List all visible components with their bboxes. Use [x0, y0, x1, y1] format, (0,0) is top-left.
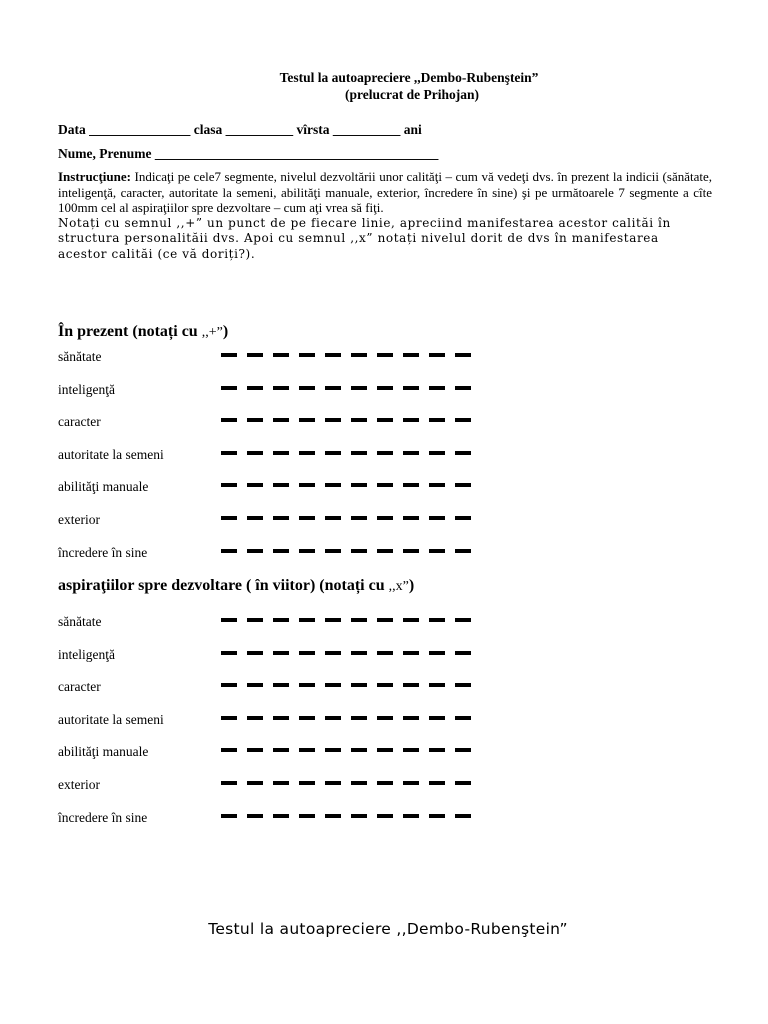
scale-segment — [221, 386, 237, 390]
scale-segment — [455, 418, 471, 422]
scale-segment — [351, 781, 367, 785]
scale-segment — [455, 451, 471, 455]
scale-segment — [325, 483, 341, 487]
scale-row — [58, 542, 498, 575]
scale-segment — [377, 748, 393, 752]
scale-row-label: autoritate la semeni — [58, 711, 164, 727]
scale-segment — [455, 549, 471, 553]
scale-segment — [273, 353, 289, 357]
scale-segment — [377, 683, 393, 687]
scale-segment — [351, 716, 367, 720]
scale-segment — [377, 451, 393, 455]
scale-segment — [377, 418, 393, 422]
footer-title-text: Testul la autoapreciere ,,Dembo-Rubenştein” — [208, 920, 568, 938]
scale-row — [58, 611, 498, 644]
document-subtitle: (prelucrat de Prihojan) — [345, 87, 479, 102]
scale-row-label: exterior — [58, 511, 100, 527]
scale-segment — [247, 451, 263, 455]
rating-scale-line[interactable] — [220, 618, 480, 622]
scale-row — [58, 346, 498, 379]
scale-segment — [429, 516, 445, 520]
scale-segment — [299, 516, 315, 520]
scale-row-label: abilităţi manuale — [58, 744, 149, 760]
scale-segment — [325, 716, 341, 720]
rating-scale-line[interactable] — [220, 683, 480, 687]
scale-segment — [403, 781, 419, 785]
scale-row-label: încredere în sine — [58, 544, 148, 560]
scale-row — [58, 509, 498, 542]
scale-segment — [221, 451, 237, 455]
scale-segment — [247, 516, 263, 520]
scale-segment — [455, 386, 471, 390]
rating-scale-line[interactable] — [220, 451, 480, 455]
scale-segment — [247, 549, 263, 553]
document-title: Testul la autoapreciere ,,Dembo-Rubenştein” — [279, 70, 539, 85]
scale-segment — [273, 549, 289, 553]
scale-segment — [403, 618, 419, 622]
scale-segment — [221, 516, 237, 520]
scale-segment — [351, 748, 367, 752]
scale-segment — [221, 618, 237, 622]
scale-segment — [273, 483, 289, 487]
scale-row-label: sănătate — [58, 349, 102, 364]
scale-segment — [429, 618, 445, 622]
scale-segment — [325, 683, 341, 687]
scale-segment — [247, 781, 263, 785]
scale-segment — [325, 418, 341, 422]
scale-segment — [429, 814, 445, 818]
scale-row-label: caracter — [58, 679, 101, 695]
scale-segment — [247, 651, 263, 655]
present-section-heading — [58, 323, 228, 341]
scale-segment — [273, 781, 289, 785]
scale-segment — [221, 483, 237, 487]
footer-title — [0, 920, 768, 938]
present-heading-close: ) — [222, 323, 229, 340]
scale-segment — [377, 549, 393, 553]
scale-segment — [429, 418, 445, 422]
scale-segment — [273, 418, 289, 422]
scale-segment — [273, 516, 289, 520]
instructions-block — [58, 169, 712, 262]
scale-segment — [299, 483, 315, 487]
present-heading-mark: ,,+” — [201, 325, 223, 340]
scale-row-label: inteligenţă — [58, 646, 115, 662]
scale-segment — [299, 814, 315, 818]
scale-row-label: sănătate — [58, 614, 102, 629]
scale-segment — [273, 386, 289, 390]
scale-row-label: exterior — [58, 776, 100, 792]
scale-segment — [273, 651, 289, 655]
scale-segment — [455, 716, 471, 720]
scale-segment — [351, 451, 367, 455]
scale-segment — [351, 353, 367, 357]
scale-segment — [325, 618, 341, 622]
scale-segment — [247, 386, 263, 390]
scale-segment — [377, 386, 393, 390]
scale-segment — [403, 683, 419, 687]
scale-segment — [377, 353, 393, 357]
scale-segment — [429, 353, 445, 357]
scale-segment — [351, 418, 367, 422]
scale-segment — [325, 516, 341, 520]
present-items-list — [58, 346, 498, 574]
scale-row-label: abilităţi manuale — [58, 479, 149, 495]
scale-segment — [351, 651, 367, 655]
rating-scale-line[interactable] — [220, 386, 480, 390]
scale-segment — [351, 483, 367, 487]
scale-segment — [273, 683, 289, 687]
scale-segment — [299, 353, 315, 357]
scale-segment — [325, 549, 341, 553]
scale-segment — [299, 549, 315, 553]
scale-segment — [403, 651, 419, 655]
scale-segment — [325, 781, 341, 785]
scale-segment — [351, 814, 367, 818]
scale-segment — [403, 451, 419, 455]
scale-segment — [299, 418, 315, 422]
scale-segment — [429, 651, 445, 655]
rating-scale-line[interactable] — [220, 549, 480, 553]
scale-segment — [299, 386, 315, 390]
scale-segment — [455, 748, 471, 752]
scale-segment — [247, 418, 263, 422]
scale-segment — [429, 386, 445, 390]
future-items-list — [58, 611, 498, 839]
rating-scale-line[interactable] — [220, 516, 480, 520]
scale-segment — [247, 353, 263, 357]
scale-segment — [455, 353, 471, 357]
scale-segment — [377, 483, 393, 487]
scale-segment — [247, 748, 263, 752]
scale-segment — [455, 516, 471, 520]
scale-segment — [429, 483, 445, 487]
scale-segment — [403, 716, 419, 720]
scale-row-label: autoritate la semeni — [58, 446, 164, 462]
date-class-age-field: Data _______________ clasa __________ vîrsta __________ ani — [58, 122, 422, 137]
scale-segment — [455, 483, 471, 487]
instructions-label: Instrucţiune: — [58, 169, 131, 184]
scale-segment — [299, 748, 315, 752]
rating-scale-line[interactable] — [220, 748, 480, 752]
scale-segment — [221, 549, 237, 553]
scale-segment — [273, 748, 289, 752]
rating-scale-line[interactable] — [220, 651, 480, 655]
scale-segment — [377, 651, 393, 655]
scale-segment — [221, 418, 237, 422]
rating-scale-line[interactable] — [220, 483, 480, 487]
future-section-heading — [58, 577, 414, 595]
scale-segment — [299, 451, 315, 455]
scale-segment — [377, 618, 393, 622]
scale-segment — [429, 549, 445, 553]
scale-segment — [429, 716, 445, 720]
scale-row — [58, 774, 498, 807]
scale-segment — [403, 418, 419, 422]
scale-row — [58, 411, 498, 444]
scale-segment — [403, 483, 419, 487]
scale-segment — [247, 483, 263, 487]
scale-segment — [325, 651, 341, 655]
scale-row — [58, 676, 498, 709]
scale-segment — [221, 353, 237, 357]
scale-segment — [221, 683, 237, 687]
scale-row — [58, 741, 498, 774]
present-heading-text: În prezent (notați cu — [58, 323, 202, 340]
scale-segment — [351, 549, 367, 553]
scale-segment — [403, 748, 419, 752]
scale-segment — [325, 451, 341, 455]
scale-segment — [377, 781, 393, 785]
scale-segment — [273, 814, 289, 818]
scale-segment — [221, 716, 237, 720]
scale-segment — [351, 618, 367, 622]
scale-row-label: inteligenţă — [58, 381, 115, 397]
scale-segment — [351, 386, 367, 390]
scale-segment — [429, 683, 445, 687]
scale-segment — [221, 651, 237, 655]
scale-segment — [377, 516, 393, 520]
scale-segment — [325, 814, 341, 818]
scale-segment — [377, 716, 393, 720]
scale-segment — [455, 651, 471, 655]
scale-segment — [299, 618, 315, 622]
scale-segment — [247, 683, 263, 687]
scale-row — [58, 644, 498, 677]
scale-segment — [455, 814, 471, 818]
scale-row — [58, 379, 498, 412]
scale-segment — [273, 451, 289, 455]
scale-row — [58, 476, 498, 509]
scale-segment — [455, 683, 471, 687]
scale-segment — [299, 781, 315, 785]
rating-scale-line[interactable] — [220, 814, 480, 818]
scale-segment — [455, 618, 471, 622]
rating-scale-line[interactable] — [220, 418, 480, 422]
scale-segment — [273, 618, 289, 622]
rating-scale-line[interactable] — [220, 353, 480, 357]
scale-segment — [325, 353, 341, 357]
scale-segment — [299, 683, 315, 687]
scale-segment — [455, 781, 471, 785]
scale-segment — [403, 353, 419, 357]
scale-segment — [429, 748, 445, 752]
rating-scale-line[interactable] — [220, 781, 480, 785]
scale-row — [58, 444, 498, 477]
scale-row — [58, 807, 498, 840]
scale-row — [58, 709, 498, 742]
scale-segment — [221, 814, 237, 818]
rating-scale-line[interactable] — [220, 716, 480, 720]
instructions-paragraph-1 — [58, 169, 712, 216]
scale-segment — [325, 386, 341, 390]
scale-segment — [325, 748, 341, 752]
scale-segment — [273, 716, 289, 720]
scale-segment — [403, 814, 419, 818]
scale-row-label: caracter — [58, 414, 101, 430]
future-heading-close: ) — [408, 577, 415, 594]
document-header — [0, 69, 768, 103]
scale-segment — [247, 814, 263, 818]
scale-segment — [221, 781, 237, 785]
instructions-text-1: Indicaţi pe cele7 segmente, nivelul dezvoltării unor calităţi – cum vă vedeţi dvs. în prezent la indicii (sănătate, inteligenţă, caracter, autoritate la semeni, abilităţi manuale, exterior, încredere în sine) şi pe următoarele 7 segmente a cîte 100mm cel al aspiraţiilor spre dezvoltare – cum aţi vrea să fiţi. — [58, 169, 712, 215]
future-heading-mark: ,,x” — [388, 579, 409, 594]
scale-segment — [377, 814, 393, 818]
scale-segment — [351, 516, 367, 520]
scale-segment — [247, 618, 263, 622]
scale-segment — [247, 716, 263, 720]
scale-segment — [429, 781, 445, 785]
name-field: Nume, Prenume __________________________________________ — [58, 146, 439, 161]
instructions-paragraph-2: Notați cu semnul ,,+” un punct de pe fiecare linie, apreciind manifestarea acestor calităi în structura personalităii dvs. Apoi cu semnul ,,x” notați nivelul dorit de dvs în manifestarea acestor calităi (ce vă doriți?). — [58, 215, 671, 261]
scale-segment — [403, 386, 419, 390]
scale-segment — [403, 516, 419, 520]
scale-segment — [299, 716, 315, 720]
scale-row-label: încredere în sine — [58, 809, 148, 825]
scale-segment — [221, 748, 237, 752]
scale-segment — [403, 549, 419, 553]
scale-segment — [299, 651, 315, 655]
future-heading-text: aspiraţiilor spre dezvoltare ( în viitor) (notați cu — [58, 577, 389, 594]
scale-segment — [429, 451, 445, 455]
scale-segment — [351, 683, 367, 687]
